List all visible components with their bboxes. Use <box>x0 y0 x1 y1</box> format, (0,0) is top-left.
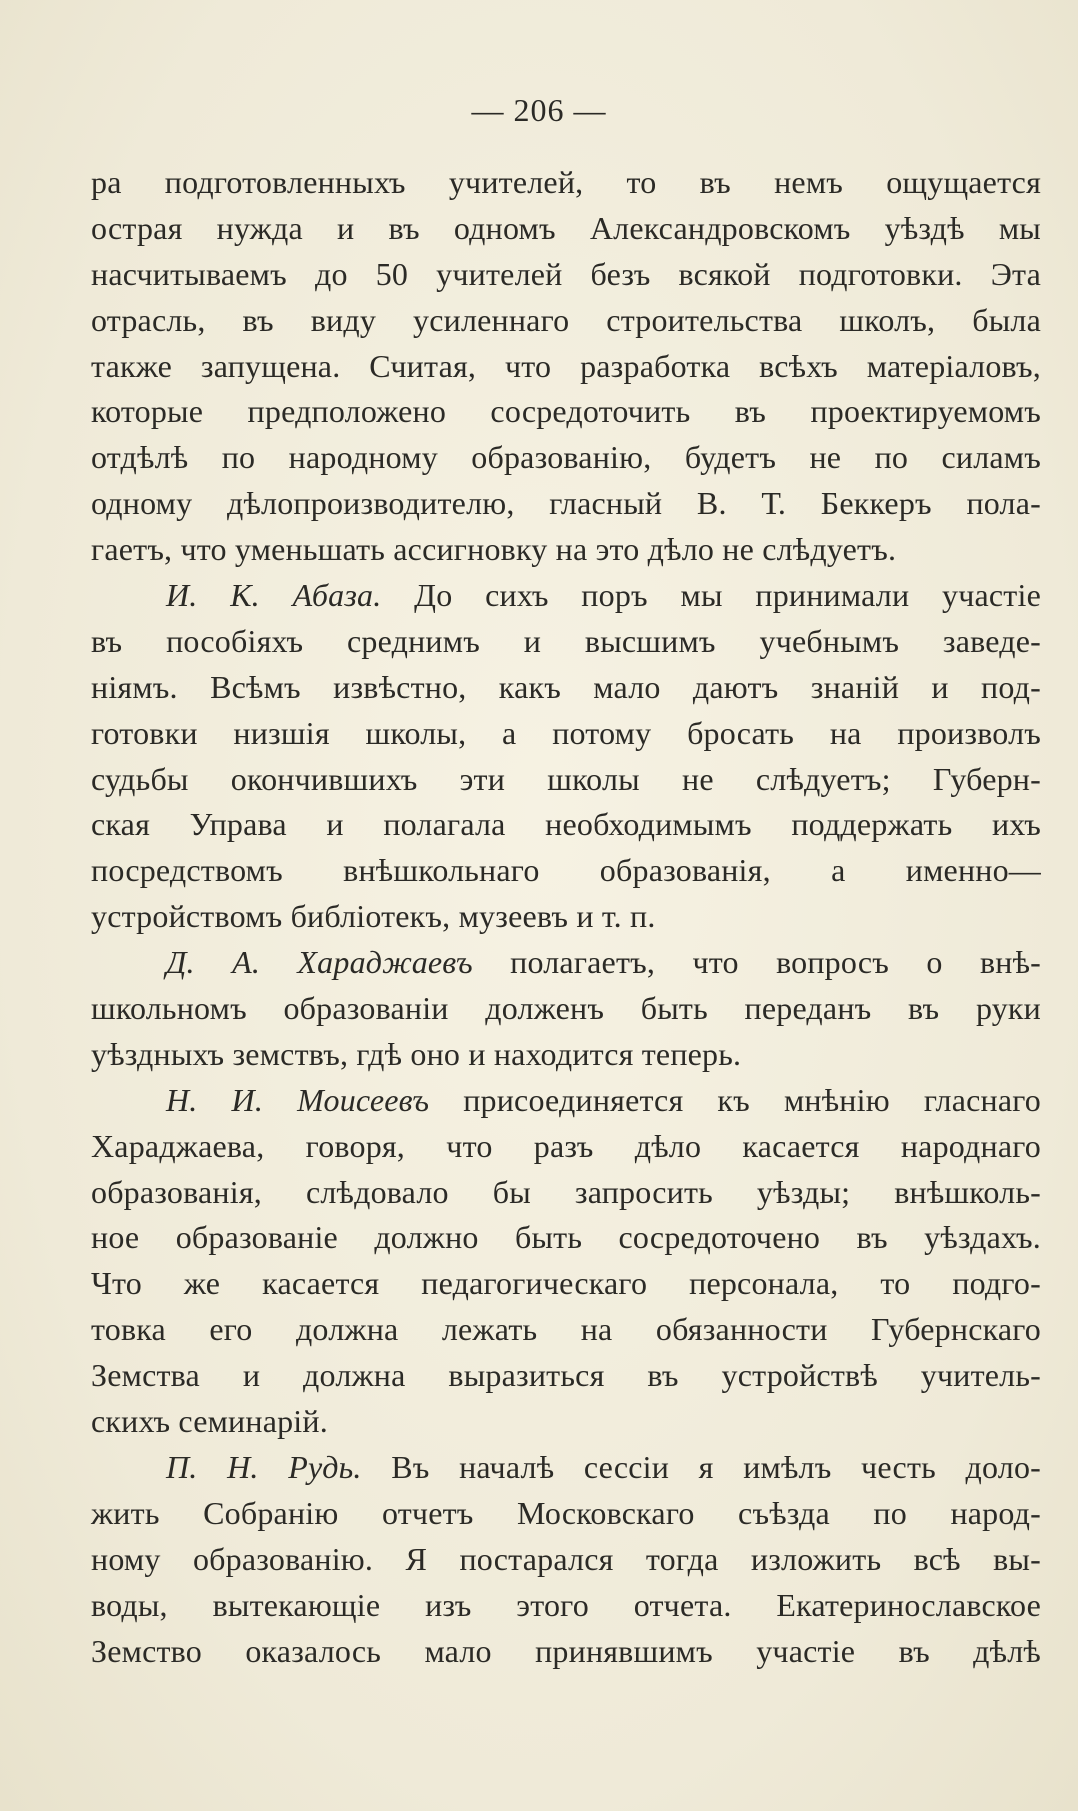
line-text: гаетъ, что уменьшать ассигновку на это дѣло не слѣдуетъ. <box>91 531 897 568</box>
text-line <box>91 711 1041 757</box>
text-line <box>91 619 1041 665</box>
line-text: жить Собранію отчетъ Московскаго съѣзда по народ- <box>91 1494 1041 1531</box>
line-text: одному дѣлопроизводителю, гласный В. Т. Беккеръ пола- <box>91 485 1041 522</box>
speaker-name: И. К. Абаза. <box>166 577 382 614</box>
text-line <box>91 1491 1041 1537</box>
text-line <box>91 1170 1041 1216</box>
line-text: ра подготовленныхъ учителей, то въ немъ ощущается <box>91 164 1041 200</box>
text-line <box>91 573 1041 619</box>
text-line <box>91 298 1041 344</box>
text-line <box>91 757 1041 803</box>
line-text: скихъ семинарій. <box>91 1403 328 1440</box>
text-line <box>91 206 1041 252</box>
text-line <box>91 986 1041 1032</box>
line-text: воды, вытекающіе изъ этого отчета. Екатеринославское <box>91 1586 1041 1623</box>
text-line <box>91 1032 1041 1078</box>
line-text: Хараджаева, говоря, что разъ дѣло касается народнаго <box>91 1127 1041 1164</box>
text-line <box>91 389 1041 435</box>
text-line <box>91 481 1041 527</box>
line-text: товка его должна лежать на обязанности Губернскаго <box>91 1311 1041 1348</box>
line-text: посредствомъ внѣшкольнаго образованія, а именно— <box>91 852 1041 889</box>
line-text: Въ началѣ сессіи я имѣлъ честь доло- <box>361 1448 1042 1485</box>
text-line <box>91 1215 1041 1261</box>
speaker-name: Н. И. Моисеевъ <box>166 1081 430 1118</box>
line-text: уѣздныхъ земствъ, гдѣ оно и находится теперь. <box>91 1035 742 1072</box>
text-line <box>91 1307 1041 1353</box>
line-text: Земства и должна выразиться въ устройствѣ учитель- <box>91 1357 1041 1394</box>
text-line <box>91 894 1041 940</box>
line-text: До сихъ поръ мы принимали участіе <box>381 577 1041 614</box>
text-line <box>91 252 1041 298</box>
speaker-name: Д. А. Хараджаевъ <box>166 944 473 981</box>
line-text: ное образованіе должно быть сосредоточено въ уѣздахъ. <box>91 1219 1041 1256</box>
line-text: Земство оказалось мало принявшимъ участіе въ дѣлѣ <box>91 1632 1041 1669</box>
line-text: ская Управа и полагала необходимымъ поддержать ихъ <box>91 806 1041 843</box>
text-line <box>91 435 1041 481</box>
text-line <box>91 160 1041 206</box>
text-line <box>91 527 1041 573</box>
text-line <box>91 665 1041 711</box>
line-text: отдѣлѣ по народному образованію, будетъ не по силамъ <box>91 439 1041 476</box>
text-line <box>91 1537 1041 1583</box>
line-text: устройствомъ библіотекъ, музеевъ и т. п. <box>91 898 656 935</box>
line-text: присоединяется къ мнѣнію гласнаго <box>429 1081 1041 1118</box>
line-text: въ пособіяхъ среднимъ и высшимъ учебнымъ заведе- <box>91 622 1041 659</box>
line-text: судьбы окончившихъ эти школы не слѣдуетъ; Губерн- <box>91 760 1041 797</box>
text-line <box>91 940 1041 986</box>
line-text: школьномъ образованіи долженъ быть переданъ въ руки <box>91 990 1041 1027</box>
text-line <box>91 344 1041 390</box>
text-line <box>91 1078 1041 1124</box>
text-line <box>91 1124 1041 1170</box>
line-text: образованія, слѣдовало бы запросить уѣзды; внѣшколь- <box>91 1173 1041 1210</box>
line-text: ніямъ. Всѣмъ извѣстно, какъ мало даютъ знаній и под- <box>91 668 1041 705</box>
text-line <box>91 1583 1041 1629</box>
line-text: Что же касается педагогическаго персонала, то подго- <box>91 1265 1041 1302</box>
line-text: насчитываемъ до 50 учителей безъ всякой подготовки. Эта <box>91 255 1041 292</box>
line-text: острая нужда и въ одномъ Александровскомъ уѣздѣ мы <box>91 209 1041 246</box>
page-number: — 206 — <box>471 92 607 128</box>
text-line <box>91 848 1041 894</box>
line-text: отрасль, въ виду усиленнаго строительства школъ, была <box>91 301 1041 338</box>
text-line <box>91 1353 1041 1399</box>
body-text <box>91 160 1041 1674</box>
line-text: которые предположено сосредоточить въ проектируемомъ <box>91 393 1041 430</box>
speaker-name: П. Н. Рудь. <box>166 1448 362 1485</box>
line-text: готовки низшія школы, а потому бросать на произволъ <box>91 714 1041 751</box>
line-text: полагаетъ, что вопросъ о внѣ- <box>472 944 1042 981</box>
text-line <box>91 802 1041 848</box>
line-text: также запущена. Считая, что разработка всѣхъ матеріаловъ, <box>91 347 1041 384</box>
line-text: ному образованію. Я постарался тогда изложить всѣ вы- <box>91 1540 1041 1577</box>
text-line <box>91 1399 1041 1445</box>
text-line <box>91 1261 1041 1307</box>
text-line <box>91 1445 1041 1491</box>
text-line <box>91 1629 1041 1675</box>
